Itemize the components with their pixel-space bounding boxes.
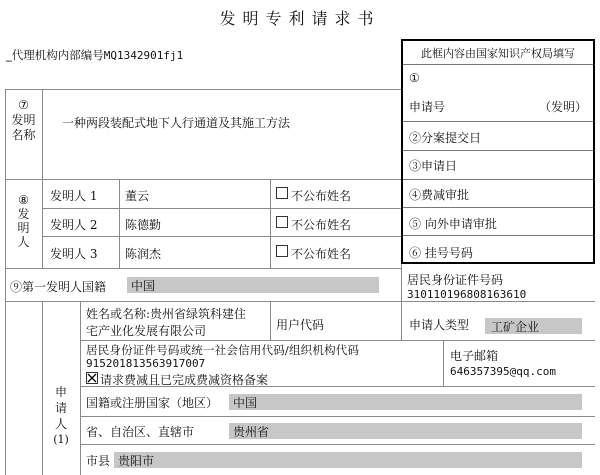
divider [403, 121, 593, 122]
province-label: 省、自治区、直辖市 [86, 425, 195, 439]
inventor-3-no-publish-label: 不公布姓名 [291, 247, 352, 261]
divider [403, 235, 593, 236]
inventor-2-no-publish-label: 不公布姓名 [291, 218, 352, 232]
inventors-section-label [5, 193, 42, 249]
applicant-label-char: 申 [54, 385, 67, 399]
applicant-name-line2: 宅产业化发展有限公司 [86, 324, 207, 338]
inventor-1-no-publish-label: 不公布姓名 [291, 189, 352, 203]
city-field[interactable] [114, 452, 582, 468]
inventor-2-name: 陈德勤 [125, 218, 162, 232]
applicant-type-label: 申请人类型 [409, 318, 470, 332]
grid-line [5, 268, 401, 269]
agency-number-value: MQ1342901fj1 [103, 49, 184, 62]
inventor-1-no-publish-checkbox[interactable] [276, 187, 288, 199]
inventor-3-label: 发明人 3 [50, 247, 98, 261]
grid-line [42, 89, 43, 180]
inventors-label-char: 发 [17, 207, 30, 221]
grid-line [5, 301, 595, 302]
office-item-4: ④费减审批 [409, 188, 470, 202]
office-item-1: ① [409, 71, 420, 85]
fee-reduction-label: 请求费减且已完成费减资格备案 [100, 373, 269, 387]
divider [403, 64, 593, 65]
grid-line [80, 444, 595, 445]
inventor-2-label: 发明人 2 [50, 218, 98, 232]
applicant-label-char: 人 [54, 417, 67, 431]
inventors-label-char: 明 [17, 221, 30, 235]
city-value: 贵阳市 [118, 454, 155, 468]
applicant-type-value: 工矿企业 [491, 320, 540, 334]
agency-internal-number [6, 47, 183, 63]
inventors-section-number: ⑧ [18, 193, 29, 207]
checkbox-cross-icon [87, 373, 97, 383]
grid-line [80, 301, 81, 475]
grid-line [401, 264, 402, 341]
nationality-label: ⑨第一发明人国籍 [10, 280, 107, 294]
nationality-field[interactable] [127, 277, 379, 293]
province-value: 贵州省 [233, 425, 270, 439]
divider [403, 150, 593, 151]
office-box-header: 此框内容由国家知识产权局填写 [421, 47, 575, 60]
user-code-label: 用户代码 [276, 318, 325, 332]
office-item-6: ⑥ 挂号号码 [409, 246, 473, 260]
applicant-name-row [86, 305, 246, 322]
applicant-section-label [42, 384, 80, 448]
grid-line [42, 208, 401, 209]
grid-line [5, 179, 401, 180]
province-field[interactable] [229, 423, 582, 439]
office-use-box [401, 39, 595, 264]
email-value: 646357395@qq.com [450, 365, 556, 378]
nationality-value: 中国 [131, 279, 156, 293]
country-label: 国籍或注册国家（地区） [86, 396, 219, 410]
invention-name-label-line2: 名称 [11, 128, 36, 142]
grid-line [270, 179, 271, 269]
application-type: （发明） [538, 100, 587, 114]
applicant-type-field[interactable] [485, 318, 582, 334]
credit-code-label: 居民身份证件号码或统一社会信用代码/组织机构代码 [86, 343, 360, 357]
inventor-3-name: 陈润杰 [125, 247, 162, 261]
email-label: 电子邮箱 [450, 349, 499, 363]
country-value: 中国 [233, 396, 258, 410]
inventor-1-label: 发明人 1 [50, 189, 98, 203]
application-number-row [409, 98, 587, 115]
grid-line [119, 179, 120, 269]
id-number-value: 310110196808163610 [407, 288, 527, 301]
invention-name-value: 一种两段装配式地下人行通道及其施工方法 [62, 116, 291, 130]
agency-number-label: _代理机构内部编号 [6, 48, 104, 62]
office-item-2: ②分案提交日 [409, 131, 482, 145]
id-number-label: 居民身份证件号码 [407, 273, 504, 287]
office-item-5: ⑤ 向外申请审批 [409, 217, 497, 231]
application-number-label: 申请号 [409, 100, 446, 114]
grid-line [80, 340, 595, 341]
grid-line [443, 340, 444, 386]
applicant-name-line1: 贵州省绿筑科建住 [150, 307, 247, 321]
city-label: 市县 [86, 454, 111, 468]
form-title: 发明专利请求书 [219, 9, 381, 28]
applicant-number: (1) [53, 433, 69, 446]
grid-line [42, 179, 43, 269]
inventor-3-no-publish-checkbox[interactable] [276, 245, 288, 257]
grid-line [80, 416, 595, 417]
inventors-label-char: 人 [17, 235, 30, 249]
grid-line [270, 301, 271, 341]
applicant-label-char: 请 [54, 401, 67, 415]
inventor-2-no-publish-checkbox[interactable] [276, 216, 288, 228]
inventor-1-name: 董云 [125, 189, 150, 203]
divider [403, 179, 593, 180]
grid-line [42, 236, 401, 237]
country-field[interactable] [229, 394, 582, 410]
credit-code-value: 915201813563917007 [86, 357, 206, 370]
invention-name-label-line1: 发明 [11, 113, 36, 127]
fee-reduction-checkbox[interactable] [86, 372, 98, 384]
grid-line [5, 89, 401, 90]
applicant-name-label: 姓名或名称: [86, 307, 151, 321]
invention-name-number: ⑦ [18, 98, 29, 112]
office-item-3: ③申请日 [409, 159, 458, 173]
grid-line [5, 89, 6, 475]
divider [403, 207, 593, 208]
invention-name-label [5, 98, 42, 143]
